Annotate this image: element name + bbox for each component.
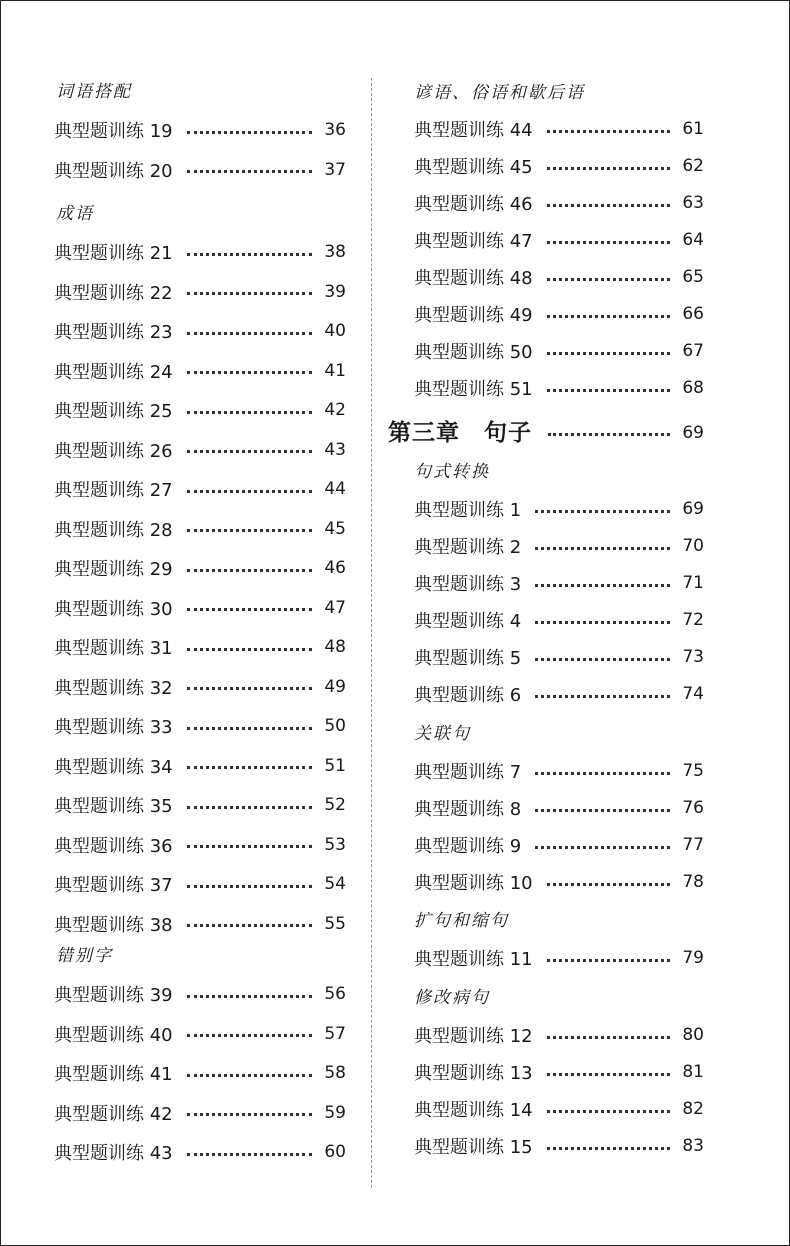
entry-label: 典型题训练 30 [54, 598, 173, 620]
entry-label: 典型题训练 4 [414, 611, 522, 632]
page-number: 66 [682, 304, 704, 324]
page-number: 65 [682, 267, 704, 287]
dot-leader [535, 809, 670, 812]
dot-leader [187, 450, 312, 453]
toc-entry[interactable] [414, 262, 704, 292]
toc-entry[interactable] [54, 155, 346, 185]
entry-label: 典型题训练 23 [54, 322, 173, 343]
entry-label: 典型题训练 51 [414, 379, 533, 400]
section-title: 修改病句 [414, 987, 490, 1008]
page-number: 54 [324, 874, 346, 894]
page-number: 57 [324, 1023, 346, 1044]
dot-leader [187, 806, 312, 809]
entry-label: 典型题训练 50 [414, 342, 533, 363]
page-number: 63 [682, 193, 704, 213]
page-number: 56 [324, 984, 346, 1004]
toc-entry[interactable] [54, 1137, 346, 1167]
entry-label: 典型题训练 10 [414, 873, 533, 894]
dot-leader [547, 389, 670, 392]
dot-leader [187, 885, 312, 888]
toc-entry[interactable] [414, 373, 704, 403]
chapter-page-number: 69 [682, 423, 704, 443]
dot-leader [187, 569, 312, 572]
entry-label: 典型题训练 12 [414, 1026, 533, 1047]
dot-leader [535, 695, 670, 698]
dot-leader [187, 995, 312, 998]
page-number: 48 [324, 637, 346, 657]
entry-label: 典型题训练 43 [54, 1143, 173, 1164]
dot-leader [547, 352, 670, 355]
dot-leader [535, 658, 670, 661]
entry-label: 典型题训练 44 [414, 120, 533, 141]
dot-leader [547, 1147, 670, 1150]
toc-entry[interactable] [54, 751, 346, 781]
dot-leader [535, 621, 670, 624]
dot-leader [547, 883, 670, 886]
toc-entry[interactable] [54, 474, 346, 504]
toc-entry[interactable] [54, 277, 346, 307]
dot-leader [547, 278, 670, 281]
toc-entry[interactable] [54, 1098, 346, 1128]
page-number: 52 [324, 795, 346, 815]
entry-label: 典型题训练 49 [414, 305, 533, 326]
toc-entry[interactable] [54, 237, 346, 267]
dot-leader [187, 608, 312, 611]
page-number: 71 [682, 573, 704, 593]
entry-label: 典型题训练 31 [54, 638, 173, 659]
page-number: 74 [682, 684, 704, 704]
entry-label: 典型题训练 3 [414, 574, 522, 595]
entry-label: 典型题训练 42 [54, 1103, 173, 1125]
entry-label: 典型题训练 41 [54, 1064, 173, 1085]
page-number: 45 [324, 518, 346, 539]
dot-leader [547, 1073, 670, 1076]
page-number: 42 [324, 400, 346, 420]
dot-leader [187, 1074, 312, 1077]
dot-leader [547, 959, 670, 962]
page-number: 49 [324, 676, 346, 697]
page-number: 73 [682, 647, 704, 667]
entry-label: 典型题训练 48 [414, 268, 533, 289]
entry-label: 典型题训练 11 [414, 949, 533, 970]
entry-label: 典型题训练 24 [54, 361, 173, 383]
dot-leader [187, 1153, 312, 1156]
page-number: 82 [682, 1099, 704, 1119]
dot-leader [187, 292, 312, 295]
toc-entry[interactable] [54, 435, 346, 465]
page-number: 47 [324, 597, 346, 618]
section-title: 关联句 [414, 723, 471, 744]
page-number: 40 [324, 321, 346, 341]
toc-entry[interactable] [414, 867, 704, 897]
dot-leader [187, 332, 312, 335]
dot-leader [187, 131, 312, 134]
entry-label: 典型题训练 33 [54, 717, 173, 738]
entry-label: 典型题训练 27 [54, 480, 173, 501]
toc-entry[interactable] [414, 756, 704, 786]
toc-entry[interactable] [414, 943, 704, 973]
dot-leader [187, 648, 312, 651]
toc-entry[interactable] [54, 632, 346, 662]
entry-label: 典型题训练 46 [414, 194, 533, 215]
entry-label: 典型题训练 22 [54, 282, 173, 304]
entry-label: 典型题训练 45 [414, 157, 533, 178]
toc-entry[interactable] [414, 151, 704, 181]
toc-entry[interactable] [54, 395, 346, 425]
entry-label: 典型题训练 15 [414, 1137, 533, 1158]
page-number: 38 [324, 242, 346, 262]
dot-leader [187, 924, 312, 927]
entry-label: 典型题训练 5 [414, 648, 522, 669]
entry-label: 典型题训练 14 [414, 1100, 533, 1121]
toc-entry[interactable] [414, 568, 704, 598]
toc-entry[interactable] [414, 1094, 704, 1124]
page-number: 64 [682, 230, 704, 250]
toc-entry[interactable] [414, 830, 704, 860]
dot-leader [187, 170, 312, 173]
toc-entry[interactable] [54, 909, 346, 939]
page-number: 78 [682, 872, 704, 892]
section-title: 成语 [56, 203, 94, 224]
chapter-heading[interactable] [388, 410, 704, 450]
dot-leader [187, 529, 312, 532]
page-number: 39 [324, 281, 346, 302]
dot-leader [187, 411, 312, 414]
page-number: 75 [682, 761, 704, 781]
dot-leader [547, 130, 670, 133]
page-number: 72 [682, 610, 704, 630]
entry-label: 典型题训练 39 [54, 985, 173, 1006]
page-number: 60 [324, 1142, 346, 1162]
page-number: 59 [324, 1102, 346, 1123]
entry-label: 典型题训练 32 [54, 677, 173, 699]
page-number: 37 [324, 159, 346, 180]
page-number: 68 [682, 378, 704, 398]
entry-label: 典型题训练 38 [54, 914, 173, 936]
toc-entry[interactable] [414, 531, 704, 561]
toc-entry[interactable] [414, 793, 704, 823]
toc-entry[interactable] [54, 711, 346, 741]
section-title: 错别字 [56, 945, 113, 966]
toc-entry[interactable] [54, 830, 346, 860]
dot-leader [187, 687, 312, 690]
entry-label: 典型题训练 2 [414, 537, 522, 558]
page-number: 70 [682, 536, 704, 556]
dot-leader [547, 167, 670, 170]
entry-label: 典型题训练 20 [54, 160, 173, 182]
section-title: 词语搭配 [56, 81, 132, 102]
page-number: 46 [324, 558, 346, 578]
page-number: 43 [324, 439, 346, 460]
dot-leader [548, 433, 670, 436]
dot-leader [547, 1110, 670, 1113]
page-number: 44 [324, 479, 346, 499]
entry-label: 典型题训练 8 [414, 799, 522, 820]
entry-label: 典型题训练 6 [414, 685, 522, 706]
entry-label: 典型题训练 25 [54, 401, 173, 422]
entry-label: 典型题训练 13 [414, 1063, 533, 1084]
toc-entry[interactable] [54, 593, 346, 623]
chapter-label: 第三章 句子 [388, 418, 532, 446]
entry-label: 典型题训练 26 [54, 440, 173, 462]
dot-leader [187, 845, 312, 848]
section-title: 扩句和缩句 [414, 910, 509, 931]
page-number: 61 [682, 119, 704, 139]
dot-leader [547, 241, 670, 244]
entry-label: 典型题训练 1 [414, 500, 522, 521]
page-number: 41 [324, 360, 346, 381]
toc-entry[interactable] [54, 869, 346, 899]
toc-entry[interactable] [54, 316, 346, 346]
dot-leader [547, 315, 670, 318]
page-number: 53 [324, 834, 346, 855]
toc-entry[interactable] [414, 1057, 704, 1087]
dot-leader [187, 727, 312, 730]
toc-entry[interactable] [414, 188, 704, 218]
entry-label: 典型题训练 34 [54, 756, 173, 778]
toc-entry[interactable] [414, 1131, 704, 1161]
toc-entry[interactable] [414, 114, 704, 144]
entry-label: 典型题训练 47 [414, 231, 533, 252]
dot-leader [187, 371, 312, 374]
toc-entry[interactable] [414, 679, 704, 709]
entry-label: 典型题训练 21 [54, 243, 173, 264]
entry-label: 典型题训练 28 [54, 519, 173, 541]
toc-entry[interactable] [54, 790, 346, 820]
dot-leader [187, 1034, 312, 1037]
dot-leader [535, 510, 670, 513]
entry-label: 典型题训练 37 [54, 875, 173, 896]
dot-leader [187, 253, 312, 256]
dot-leader [535, 772, 670, 775]
entry-label: 典型题训练 29 [54, 559, 173, 580]
toc-entry[interactable] [414, 299, 704, 329]
toc-entry[interactable] [414, 225, 704, 255]
section-title: 句式转换 [414, 461, 490, 482]
page-number: 81 [682, 1062, 704, 1082]
entry-label: 典型题训练 35 [54, 796, 173, 817]
page-number: 69 [682, 499, 704, 519]
entry-label: 典型题训练 9 [414, 836, 522, 857]
toc-entry[interactable] [54, 1019, 346, 1049]
toc-entry[interactable] [54, 672, 346, 702]
toc-entry[interactable] [414, 1020, 704, 1050]
page-number: 77 [682, 835, 704, 855]
dot-leader [187, 1113, 312, 1116]
toc-entry[interactable] [54, 553, 346, 583]
dot-leader [547, 1036, 670, 1039]
page-number: 80 [682, 1025, 704, 1045]
entry-label: 典型题训练 7 [414, 762, 522, 783]
page-number: 36 [324, 120, 346, 140]
dot-leader [535, 584, 670, 587]
page-number: 83 [682, 1136, 704, 1156]
page-number: 79 [682, 948, 704, 968]
entry-label: 典型题训练 36 [54, 835, 173, 857]
entry-label: 典型题训练 19 [54, 121, 173, 142]
toc-entry[interactable] [414, 336, 704, 366]
dot-leader [547, 204, 670, 207]
page-number: 51 [324, 755, 346, 776]
toc-entry[interactable] [414, 605, 704, 635]
dot-leader [187, 490, 312, 493]
toc-entry[interactable] [414, 494, 704, 524]
page-number: 55 [324, 913, 346, 934]
page-number: 67 [682, 341, 704, 361]
toc-entry[interactable] [54, 115, 346, 145]
dot-leader [535, 846, 670, 849]
toc-entry[interactable] [414, 642, 704, 672]
section-title: 谚语、俗语和歇后语 [414, 82, 585, 103]
page-number: 58 [324, 1063, 346, 1083]
page-number: 50 [324, 716, 346, 736]
toc-entry[interactable] [54, 514, 346, 544]
toc-entry[interactable] [54, 979, 346, 1009]
toc-entry[interactable] [54, 356, 346, 386]
dot-leader [187, 766, 312, 769]
toc-entry[interactable] [54, 1058, 346, 1088]
page-number: 62 [682, 156, 704, 176]
entry-label: 典型题训练 40 [54, 1024, 173, 1046]
dot-leader [535, 547, 670, 550]
page-number: 76 [682, 798, 704, 818]
